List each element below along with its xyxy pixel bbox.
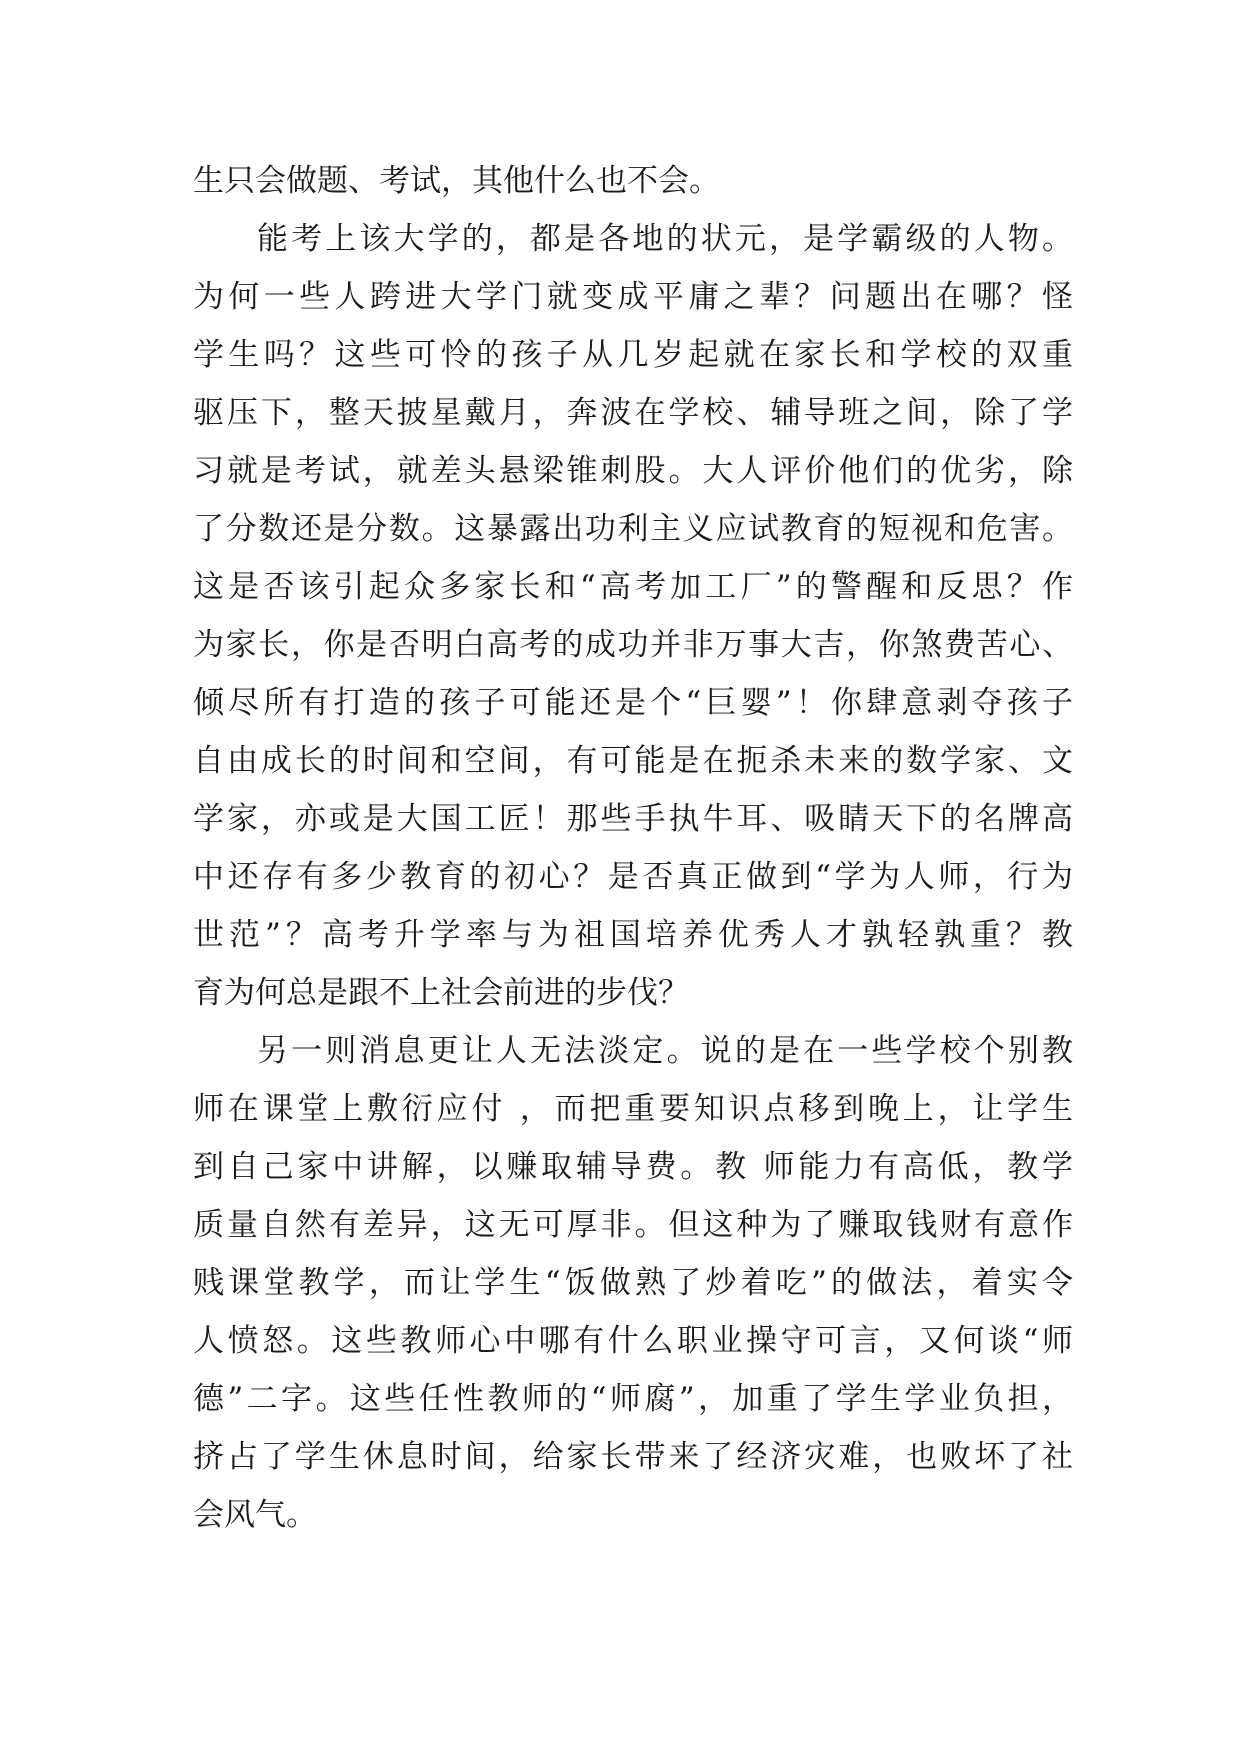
text-line: 德”二字。这些任性教师的“师腐”，加重了学生学业负担， bbox=[193, 1381, 1073, 1417]
text-line: 贱课堂教学，而让学生“饭做熟了炒着吃”的做法，着实令 bbox=[193, 1265, 1073, 1301]
text-line: 世范”？高考升学率与为祖国培养优秀人才孰轻孰重？教 bbox=[193, 917, 1073, 953]
text-line: 学生吗？这些可怜的孩子从几岁起就在家长和学校的双重 bbox=[193, 337, 1073, 373]
text-line: 质量自然有差异，这无可厚非。但这种为了赚取钱财有意作 bbox=[193, 1207, 1073, 1243]
text-line: 生只会做题、考试，其他什么也不会。 bbox=[193, 163, 720, 199]
text-line: 了分数还是分数。这暴露出功利主义应试教育的短视和危害。 bbox=[193, 511, 1073, 547]
text-line: 挤占了学生休息时间，给家长带来了经济灾难，也败坏了社 bbox=[193, 1439, 1073, 1475]
text-line: 倾尽所有打造的孩子可能还是个“巨婴”！你肆意剥夺孩子 bbox=[193, 685, 1073, 721]
text-line: 能考上该大学的，都是各地的状元，是学霸级的人物。 bbox=[257, 221, 1073, 257]
text-line: 为家长，你是否明白高考的成功并非万事大吉，你煞费苦心、 bbox=[193, 627, 1073, 663]
article-body bbox=[193, 152, 1073, 1544]
text-line: 师在课堂上敷衍应付 ，而把重要知识点移到晚上，让学生 bbox=[193, 1091, 1073, 1127]
text-line: 学家，亦或是大国工匠！那些手执牛耳、吸睛天下的名牌高 bbox=[193, 801, 1073, 837]
text-line: 为何一些人跨进大学门就变成平庸之辈？问题出在哪？怪 bbox=[193, 279, 1073, 315]
text-line: 习就是考试，就差头悬梁锥刺股。大人评价他们的优劣，除 bbox=[193, 453, 1073, 489]
text-line: 驱压下，整天披星戴月，奔波在学校、辅导班之间，除了学 bbox=[193, 395, 1073, 431]
text-line: 会风气。 bbox=[193, 1497, 317, 1533]
text-line: 育为何总是跟不上社会前进的步伐？ bbox=[193, 975, 689, 1011]
text-line: 自由成长的时间和空间，有可能是在扼杀未来的数学家、文 bbox=[193, 743, 1073, 779]
text-line: 人愤怒。这些教师心中哪有什么职业操守可言，又何谈“师 bbox=[193, 1323, 1073, 1359]
text-line: 到自己家中讲解，以赚取辅导费。教 师能力有高低，教学 bbox=[193, 1149, 1073, 1185]
text-line: 另一则消息更让人无法淡定。说的是在一些学校个别教 bbox=[257, 1033, 1073, 1069]
text-line: 这是否该引起众多家长和“高考加工厂”的警醒和反思？作 bbox=[193, 569, 1073, 605]
text-line: 中还存有多少教育的初心？是否真正做到“学为人师，行为 bbox=[193, 859, 1073, 895]
